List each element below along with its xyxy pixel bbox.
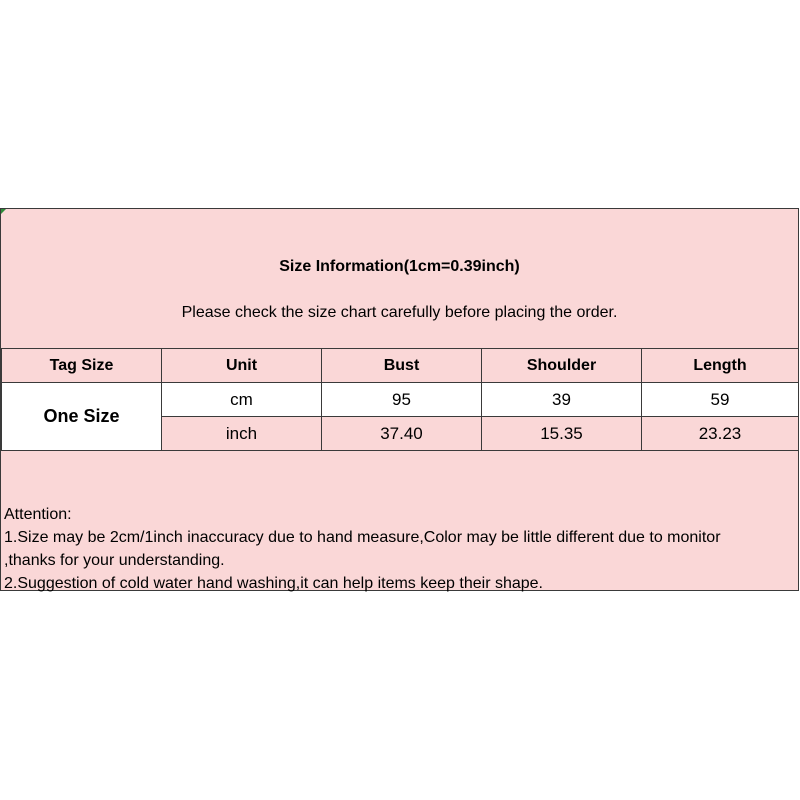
size-info-subtitle: Please check the size chart carefully before placing the order.: [181, 304, 618, 321]
shoulder-cell: 15.35: [482, 417, 642, 451]
attention-line: ,thanks for your understanding.: [4, 552, 225, 569]
table-row: [2, 383, 799, 417]
size-chart-sheet: [0, 208, 799, 591]
attention-heading: Attention:: [4, 506, 72, 523]
cell-corner-mark: [1, 209, 6, 214]
header-length: Length: [642, 349, 799, 383]
size-table: [1, 348, 799, 451]
size-info-title: Size Information(1cm=0.39inch): [279, 258, 520, 275]
length-cell: 23.23: [642, 417, 799, 451]
attention-line: 2.Suggestion of cold water hand washing,it can help items keep their shape.: [4, 575, 543, 592]
bust-cell: 95: [322, 383, 482, 417]
length-cell: 59: [642, 383, 799, 417]
header-unit: Unit: [162, 349, 322, 383]
header-bust: Bust: [322, 349, 482, 383]
attention-notes: [4, 503, 800, 595]
header-tag-size: Tag Size: [2, 349, 162, 383]
bust-cell: 37.40: [322, 417, 482, 451]
table-header-row: [2, 349, 799, 383]
attention-line: 1.Size may be 2cm/1inch inaccuracy due to hand measure,Color may be little different due to monitor: [4, 529, 721, 546]
header-shoulder: Shoulder: [482, 349, 642, 383]
tag-size-cell: One Size: [2, 383, 162, 451]
shoulder-cell: 39: [482, 383, 642, 417]
unit-cell: inch: [162, 417, 322, 451]
unit-cell: cm: [162, 383, 322, 417]
